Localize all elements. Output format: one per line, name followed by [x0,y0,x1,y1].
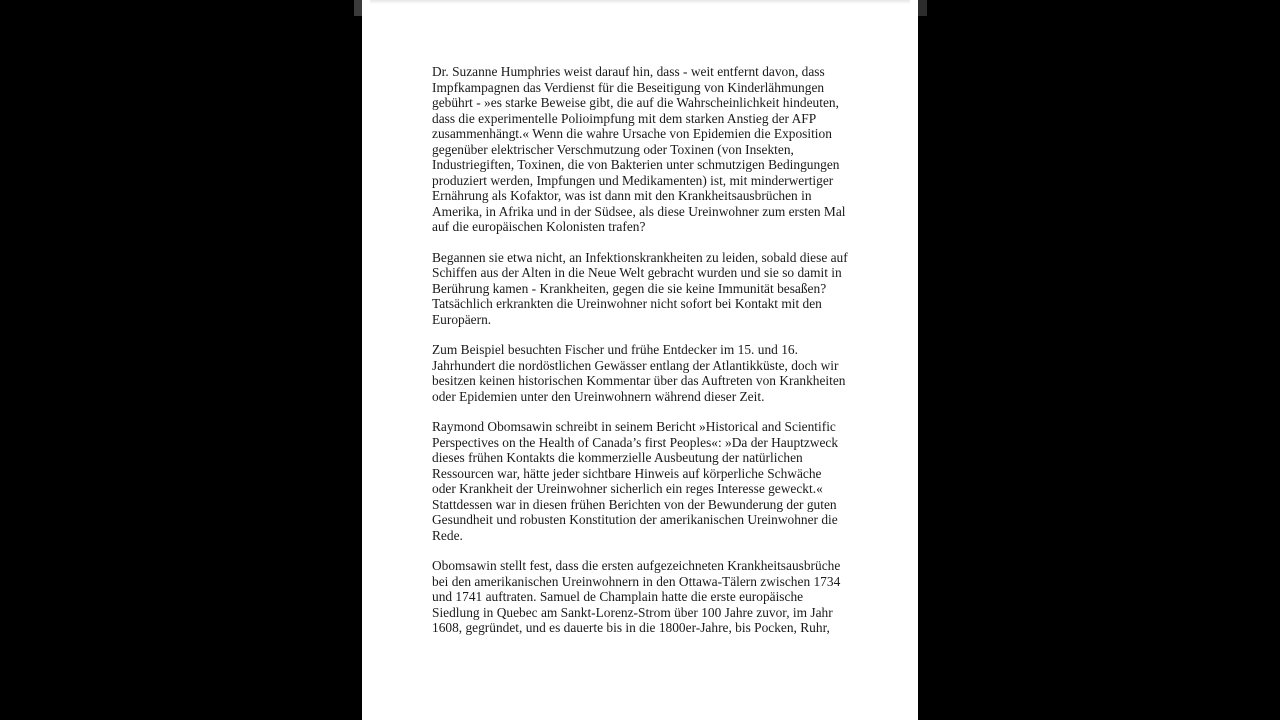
page-body-text [432,64,848,636]
paragraph: Obomsawin stellt fest, dass die ersten aufgezeichneten Krankheitsausbrüche bei den amerikanischen Ureinwohnern in den Ottawa-Tälern zwischen 1734 und 1741 auftraten. Samuel de Champlain hatte die erste europäische Siedlung in Quebec am Sankt-Lorenz-Strom über 100 Jahre zuvor, im Jahr 1608, gegründet, und es dauerte bis in die 1800er-Jahre, bis Pocken, Ruhr, [432,558,841,635]
paragraph: Zum Beispiel besuchten Fischer und frühe Entdecker im 15. und 16. Jahrhundert die nordöstlichen Gewässer entlang der Atlantikküste, doch wir besitzen keinen historischen Kommentar über das Auftreten von Krankheiten oder Epidemien unter den Ureinwohnern während dieser Zeit. [432,342,846,404]
page-edge-right [918,0,927,16]
page-top-shadow [370,0,910,4]
page-edge-left [354,0,362,16]
paragraph: Dr. Suzanne Humphries weist darauf hin, dass - weit entfernt davon, dass Impfkampagnen das Verdienst für die Beseitigung von Kinderlähmungen gebührt - »es starke Beweise gibt, die auf die Wahrscheinlichkeit hindeuten, dass die experimentelle Polioimpfung mit dem starken Anstieg der AFP zusammenhängt.« Wenn die wahre Ursache von Epidemien die Exposition gegenüber elektrischer Verschmutzung oder Toxinen (von Insekten, Industriegiften, Toxinen, die von Bakterien unter schmutzigen Bedingungen produziert werden, Impfungen und Medikamenten) ist, mit minderwertiger Ernährung als Kofaktor, was ist dann mit den Krankheitsausbrüchen in Amerika, in Afrika und in der Südsee, als diese Ureinwohner zum ersten Mal auf die europäischen Kolonisten trafen? [432,64,846,234]
paragraph: Begannen sie etwa nicht, an Infektionskrankheiten zu leiden, sobald diese auf Schiffen aus der Alten in die Neue Welt gebracht wurden und sie so damit in Berührung kamen - Krankheiten, gegen die sie keine Immunität besaßen? Tatsächlich erkrankten die Ureinwohner nicht sofort bei Kontakt mit den Europäern. [432,249,848,327]
paragraph: Raymond Obomsawin schreibt in seinem Bericht »Historical and Scientific Perspectives on the Health of Canada’s first Peoples«: »Da der Hauptzweck dieses frühen Kontakts die kommerzielle Ausbeutung der natürlichen Ressourcen war, hätte jeder sichtbare Hinweis auf körperliche Schwäche oder Krankheit der Ureinwohner sicherlich ein reges Interesse geweckt.« Stattdessen war in diesen frühen Berichten von der Bewunderung der guten Gesundheit und robusten Konstitution der amerikanischen Ureinwohner die Rede. [432,419,839,543]
document-page[interactable] [362,0,918,720]
